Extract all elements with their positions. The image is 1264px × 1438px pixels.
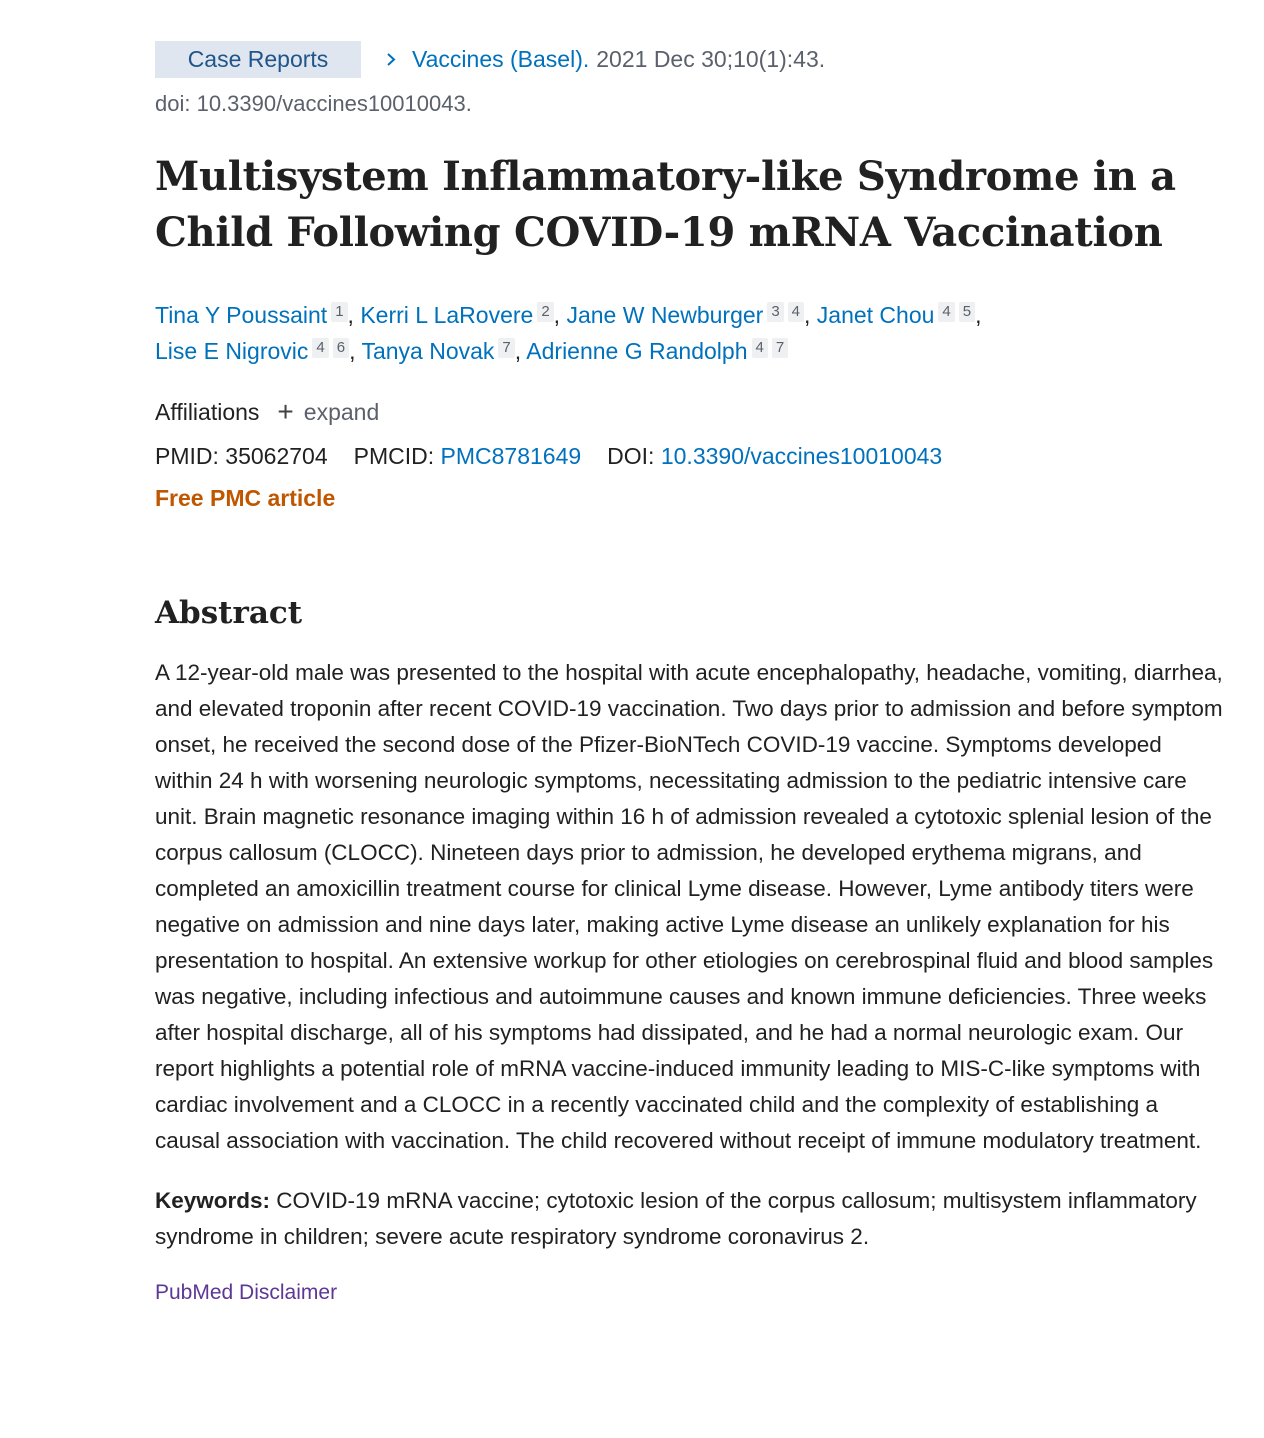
- journal-link[interactable]: Vaccines (Basel).: [412, 45, 590, 72]
- author-link[interactable]: Adrienne G Randolph: [526, 338, 748, 364]
- article-title: Multisystem Inflammatory-like Syndrome in a Child Following COVID-19 mRNA Vaccination: [155, 153, 1176, 256]
- author-link[interactable]: Kerri L LaRovere: [360, 302, 534, 328]
- affiliation-number[interactable]: 3: [767, 302, 783, 322]
- doi-label: DOI:: [607, 442, 655, 469]
- expand-label: expand: [303, 398, 380, 425]
- affiliation-number[interactable]: 6: [333, 338, 349, 358]
- author-separator: ,: [804, 302, 817, 328]
- author-separator: ,: [553, 302, 567, 328]
- affiliations-row: [155, 395, 1224, 429]
- abstract-heading: Abstract: [155, 595, 303, 631]
- pmid-label: PMID:: [155, 442, 219, 469]
- affiliations-expand-button[interactable]: [277, 398, 379, 426]
- authors-list: [155, 297, 1224, 369]
- pubmed-disclaimer-link[interactable]: PubMed Disclaimer: [155, 1281, 338, 1304]
- author-separator: ,: [349, 338, 362, 364]
- citation-date: 2021 Dec 30;10(1):43.: [596, 45, 826, 72]
- pmid-value: 35062704: [225, 442, 328, 469]
- author-separator: ,: [975, 302, 982, 328]
- author-link[interactable]: Jane W Newburger: [566, 302, 764, 328]
- keywords-text: COVID-19 mRNA vaccine; cytotoxic lesion of the corpus callosum; multisystem inflammatory syndrome in children; severe acute respiratory syndrome coronavirus 2.: [155, 1188, 1197, 1249]
- affiliation-number[interactable]: 1: [331, 302, 347, 322]
- author-link[interactable]: Tanya Novak: [361, 338, 495, 364]
- abstract-text: A 12-year-old male was presented to the hospital with acute encephalopathy, headache, vomiting, diarrhea, and elevated troponin after recent COVID-19 vaccination. Two days prior to admission and before symptom onset, he received the second dose of the Pfizer-BioNTech COVID-19 vaccine. Symptoms developed within 24 h with worsening neurologic symptoms, necessitating admission to the pediatric intensive care unit. Brain magnetic resonance imaging within 16 h of admission revealed a cytotoxic splenial lesion of the corpus callosum (CLOCC). Nineteen days prior to admission, he developed erythema migrans, and completed an amoxicillin treatment course for clinical Lyme disease. However, Lyme antibody titers were negative on admission and nine days later, making active Lyme disease an unlikely explanation for his presentation to hospital. An extensive workup for other etiologies on cerebrospinal fluid and blood samples was negative, including infectious and autoimmune causes and known immune deficiencies. Three weeks after hospital discharge, all of his symptoms had dissipated, and he had a normal neurologic exam. Our report highlights a potential role of mRNA vaccine-induced immunity leading to MIS-C-like symptoms with cardiac involvement and a CLOCC in a recently vaccinated child and the complexity of establishing a causal association with vaccination. The child recovered without receipt of immune modulatory treatment.: [155, 660, 1223, 1153]
- author-link[interactable]: Janet Chou: [816, 302, 935, 328]
- affiliation-number[interactable]: 4: [938, 302, 954, 322]
- identifiers-row: [155, 439, 1224, 473]
- keywords: [155, 1183, 1225, 1255]
- affiliation-number[interactable]: 4: [752, 338, 768, 358]
- free-pmc-article-label: Free PMC article: [155, 485, 336, 511]
- pmcid-link[interactable]: PMC8781649: [440, 442, 582, 469]
- affiliations-label: Affiliations: [155, 398, 260, 425]
- doi-line: doi: 10.3390/vaccines10010043.: [155, 91, 472, 116]
- affiliation-number[interactable]: 4: [788, 302, 804, 322]
- pmcid-label: PMCID:: [353, 442, 435, 469]
- author-link[interactable]: Lise E Nigrovic: [155, 338, 309, 364]
- affiliation-number[interactable]: 4: [312, 338, 328, 358]
- affiliation-number[interactable]: 7: [772, 338, 788, 358]
- keywords-label: Keywords:: [155, 1188, 271, 1213]
- chevron-right-icon[interactable]: [385, 53, 398, 66]
- doi-link[interactable]: 10.3390/vaccines10010043: [660, 442, 943, 469]
- affiliation-number[interactable]: 2: [537, 302, 553, 322]
- author-separator: ,: [514, 338, 527, 364]
- affiliation-number[interactable]: 7: [498, 338, 514, 358]
- plus-icon: +: [277, 396, 294, 427]
- author-link[interactable]: Tina Y Poussaint: [155, 302, 328, 328]
- author-separator: ,: [347, 302, 361, 328]
- affiliation-number[interactable]: 5: [959, 302, 975, 322]
- citation-line: [155, 40, 1224, 78]
- publication-type-badge[interactable]: Case Reports: [155, 41, 361, 78]
